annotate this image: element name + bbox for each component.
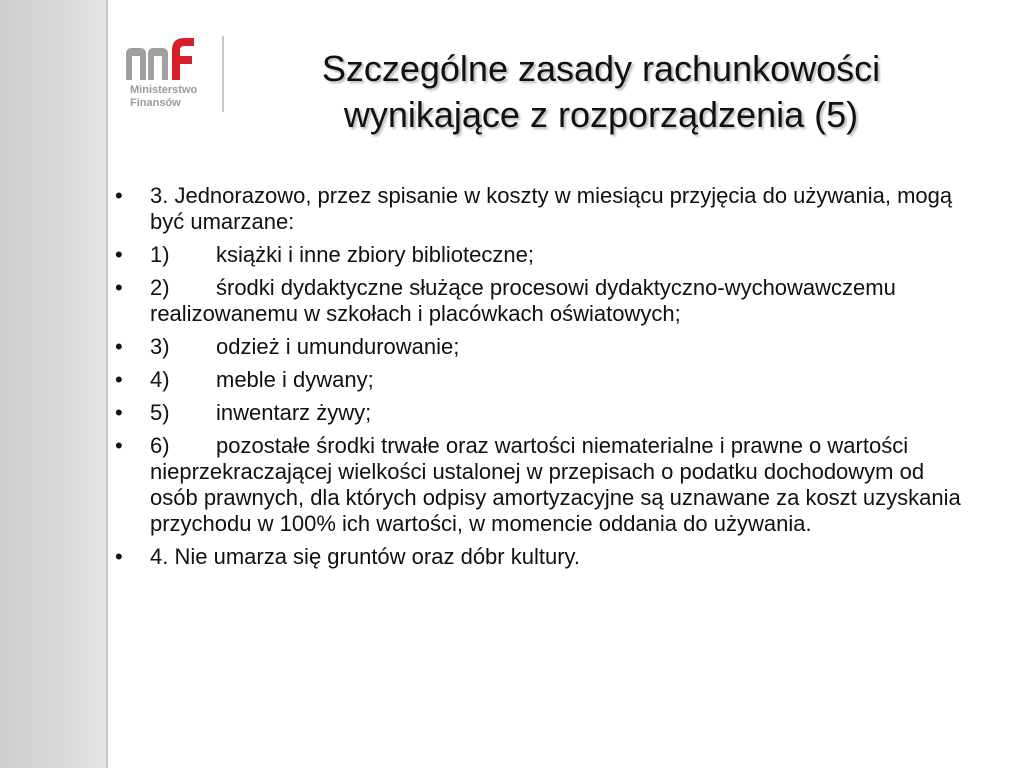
title-line-2: wynikające z rozporządzenia (5) — [343, 94, 859, 135]
item-number: 2) — [150, 275, 170, 300]
list-item — [112, 433, 962, 537]
list-item — [112, 400, 962, 426]
title-line-1: Szczególne zasady rachunkowości — [321, 48, 881, 89]
bullet-icon: • — [115, 367, 123, 392]
item-text: książki i inne zbiory biblioteczne; — [216, 242, 534, 267]
logo-text — [130, 84, 197, 110]
ministry-logo — [120, 36, 225, 118]
item-text: 4. Nie umarza się gruntów oraz dóbr kultury. — [150, 544, 580, 569]
item-number: 1) — [150, 242, 170, 267]
list-item — [112, 367, 962, 393]
item-number: 3) — [150, 334, 170, 359]
list-item — [112, 242, 962, 268]
logo-line-2: Finansów — [130, 97, 181, 109]
item-text: inwentarz żywy; — [216, 400, 372, 425]
bullet-icon: • — [115, 275, 123, 300]
slide-title — [236, 46, 966, 138]
item-number: 5) — [150, 400, 170, 425]
bullet-icon: • — [115, 544, 123, 569]
list-item — [112, 183, 962, 235]
mf-logo-icon — [120, 36, 200, 80]
item-text: środki dydaktyczne służące procesowi dydaktyczno-wychowawczemu realizowanemu w szkołach i placówkach oświatowych; — [150, 275, 896, 326]
item-text: pozostałe środki trwałe oraz wartości niematerialne i prawne o wartości nieprzekraczającej wielkości ustalonej w przepisach o podatku dochodowym od osób prawnych, dla których odpisy amortyzacyjne są uznawane za koszt uzyskania przychodu w 100% ich wartości, w momencie oddania do używania. — [150, 433, 961, 536]
list-item — [112, 275, 962, 327]
bullet-icon: • — [115, 400, 123, 425]
logo-line-1: Ministerstwo — [130, 84, 198, 96]
list-item — [112, 544, 962, 570]
item-number: 4) — [150, 367, 170, 392]
item-text: meble i dywany; — [216, 367, 374, 392]
bullet-icon: • — [115, 242, 123, 267]
item-text: 3. Jednorazowo, przez spisanie w koszty w miesiącu przyjęcia do używania, mogą być umarzane: — [150, 183, 953, 234]
bullet-icon: • — [115, 183, 123, 208]
logo-divider — [222, 36, 224, 112]
side-band — [0, 0, 108, 768]
item-text: odzież i umundurowanie; — [216, 334, 460, 359]
bullet-list — [112, 183, 962, 577]
bullet-icon: • — [115, 433, 123, 458]
list-item — [112, 334, 962, 360]
bullet-icon: • — [115, 334, 123, 359]
item-number: 6) — [150, 433, 170, 458]
